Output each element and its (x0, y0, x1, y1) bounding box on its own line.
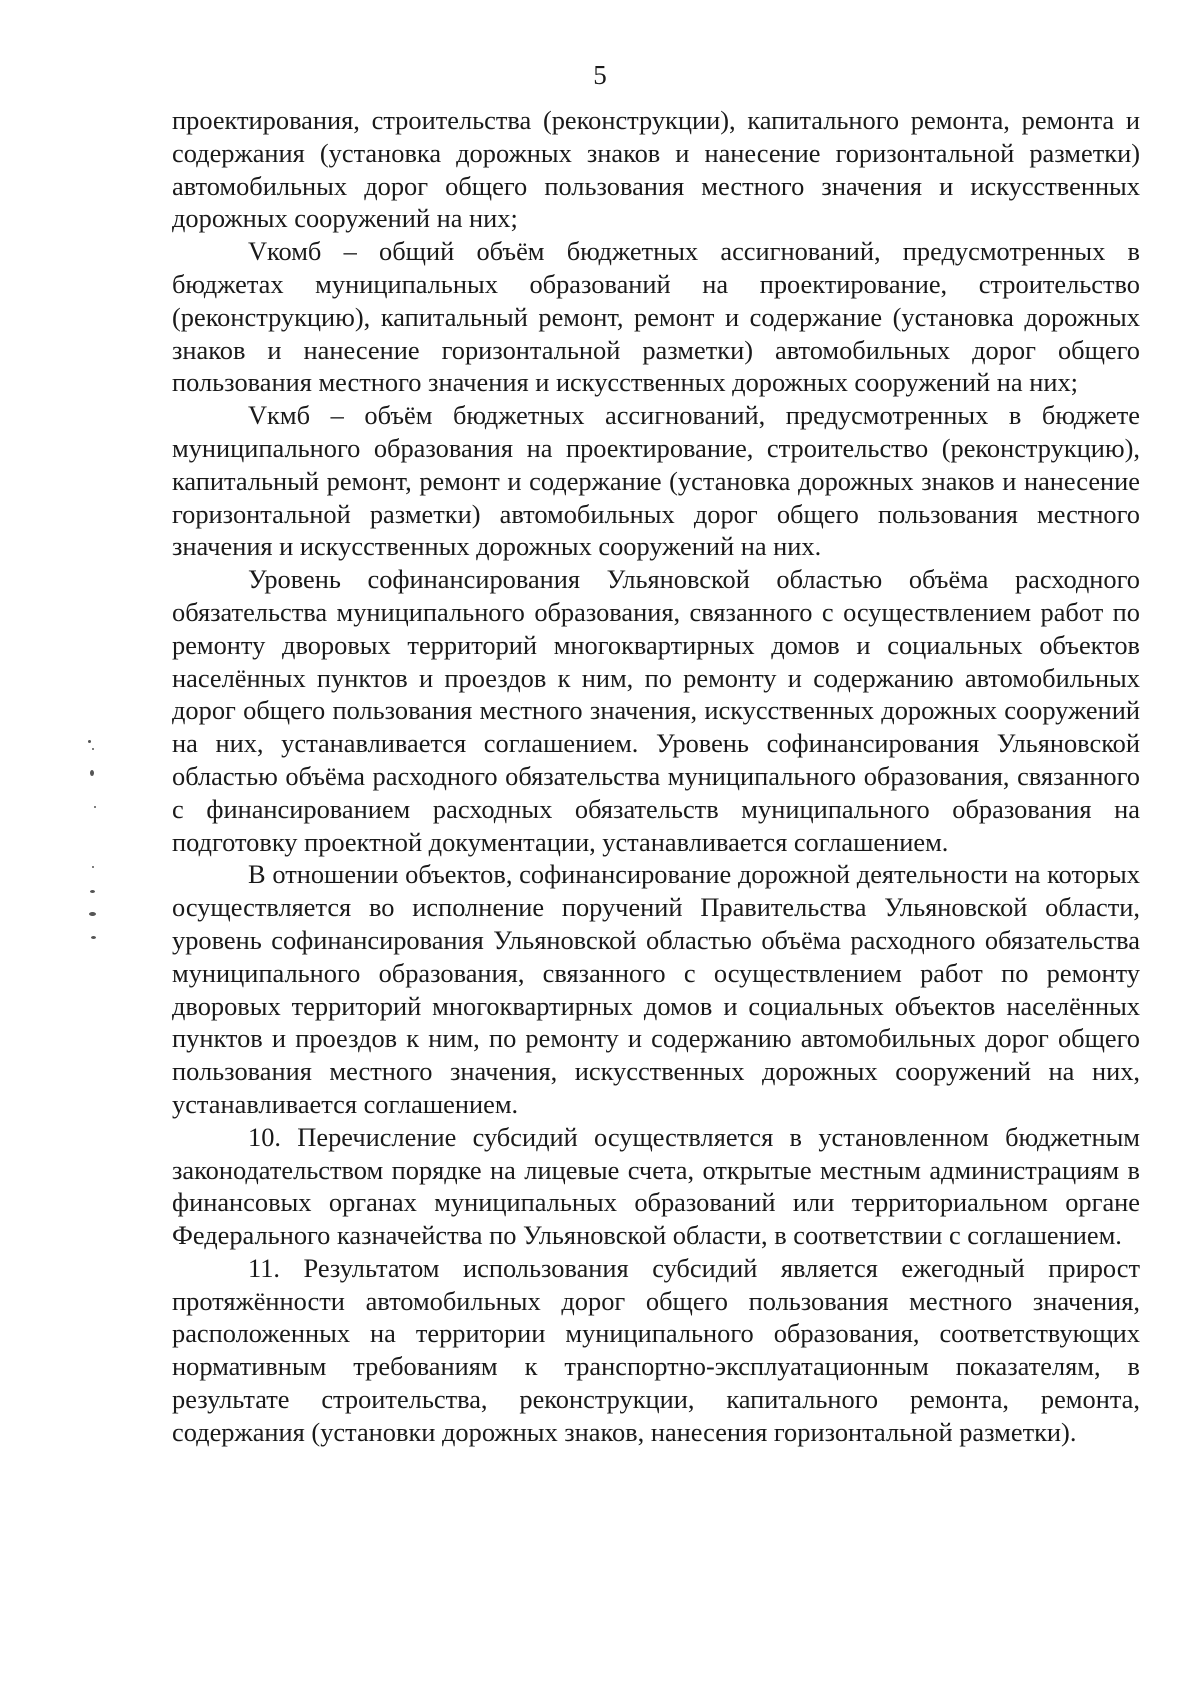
paragraph-government-instructions: В отношении объектов, софинансирование дорожной деятельности на которых осуществляется во исполнение поручений Правительства Ульяновской области, уровень софинансирования Ульяновской областью объёма расходного обязательства муниципального образования, связанного с осуществлением работ по ремонту дворовых территорий многоквартирных домов и социальных объектов населённых пунктов и проездов к ним, по ремонту и содержанию автомобильных дорог общего пользования местного значения, искусственных дорожных сооружений на них, устанавливается соглашением. (172, 859, 1140, 1119)
scan-speck (92, 748, 94, 750)
scan-speck (90, 770, 94, 776)
scan-speck (94, 806, 96, 808)
paragraph-item-11: 11. Результатом использования субсидий является ежегодный прирост протяжённости автомобильных дорог общего пользования местного значения, расположенных на территории муниципального образования, соответствующих нормативным требованиям к транспортно-эксплуатационным показателям, в результате строительства, реконструкции, капитального ремонта, ремонта, содержания (установки дорожных знаков, нанесения горизонтальной разметки). (172, 1252, 1140, 1447)
page-number: 5 (593, 60, 607, 90)
document-body (172, 104, 1140, 1449)
paragraph-vkmb-definition: Vкмб – объём бюджетных ассигнований, предусмотренных в бюджете муниципального образования на проектирование, строительство (реконструкцию), капитальный ремонт, ремонт и содержание (установка дорожных знаков и нанесение горизонтальной разметки) автомобильных дорог общего пользования местного значения и искусственных дорожных сооружений на них. (172, 400, 1140, 562)
scan-speck (88, 740, 91, 743)
paragraph-continuation: проектирования, строительства (реконструкции), капитального ремонта, ремонта и содержания (установка дорожных знаков и нанесение горизонтальной разметки) автомобильных дорог общего пользования местного значения и искусственных дорожных сооружений на них; (172, 105, 1140, 234)
scan-speck (91, 936, 96, 939)
paragraph-cofinancing-level: Уровень софинансирования Ульяновской областью объёма расходного обязательства муниципального образования, связанного с осуществлением работ по ремонту дворовых территорий многоквартирных домов и социальных объектов населённых пунктов и проездов к ним, по ремонту и содержанию автомобильных дорог общего пользования местного значения, искусственных дорожных сооружений на них, устанавливается соглашением. Уровень софинансирования Ульяновской областью объёма расходного обязательства муниципального образования, связанного с финансированием расходных обязательств муниципального образования на подготовку проектной документации, устанавливается соглашением. (172, 564, 1140, 857)
scan-speck (89, 912, 96, 916)
paragraph-item-10: 10. Перечисление субсидий осуществляется в установленном бюджетным законодательством порядке на лицевые счета, открытые местным администрациям в финансовых органах муниципальных образований или территориальном органе Федерального казначейства по Ульяновской области, в соответствии с соглашением. (172, 1121, 1140, 1251)
scan-speck (90, 890, 95, 893)
scan-artifacts (80, 740, 120, 980)
scan-speck (92, 866, 94, 868)
paragraph-vkomb-definition: Vкомб – общий объём бюджетных ассигнований, предусмотренных в бюджетах муниципальных образований на проектирование, строительство (реконструкцию), капитальный ремонт, ремонт и содержание (установка дорожных знаков и нанесение горизонтальной разметки) автомобильных дорог общего пользования местного значения и искусственных дорожных сооружений на них; (172, 236, 1140, 398)
